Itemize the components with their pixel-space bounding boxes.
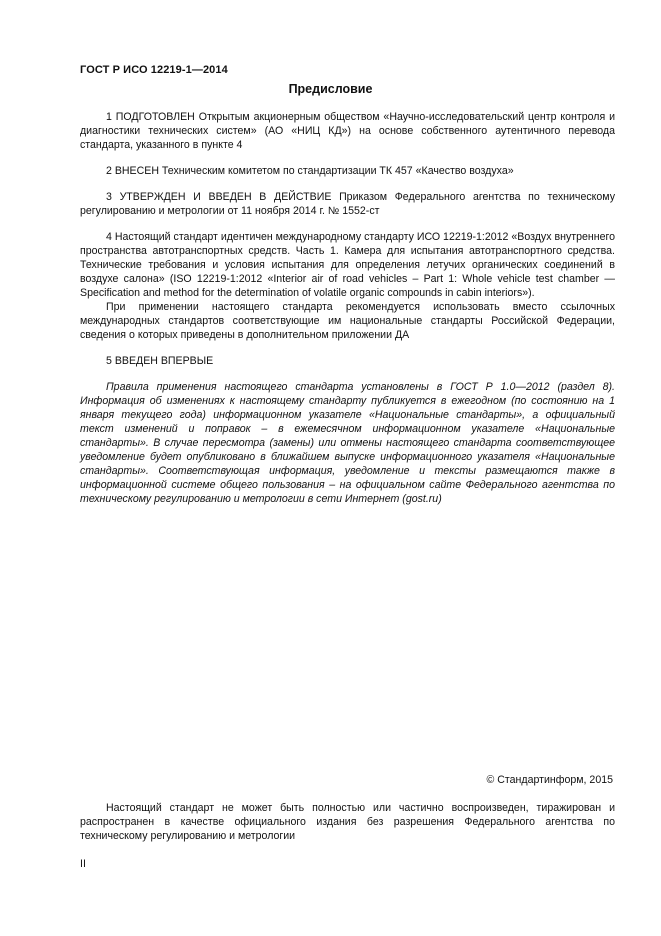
paragraph-identical-standard: 4 Настоящий стандарт идентичен международному стандарту ИСО 12219-1:2012 «Воздух внутреннего пространства автотранспортных средств. Часть 1. Камера для испытания автотранспортного средства. Технические требования и условия испытания для определения летучих органических соединений в воздухе салона» (ISO 12219-1:2012 «Interior air of road vehicles – Part 1: Whole vehicle test chamber — Specification and method for the determination of volatile organic compounds in cabin interiors»).: [80, 231, 615, 299]
document-code-header: ГОСТ Р ИСО 12219-1—2014: [80, 64, 228, 76]
paragraph-approved: 3 УТВЕРЖДЕН И ВВЕДЕН В ДЕЙСТВИЕ Приказом Федерального агентства по техническому регулированию и метрологии от 11 ноября 2014 г. № 1552-ст: [80, 191, 615, 217]
copyright-line: © Стандартинформ, 2015: [486, 774, 613, 786]
paragraph-introduced: 2 ВНЕСЕН Техническим комитетом по стандартизации ТК 457 «Качество воздуха»: [106, 165, 514, 177]
notice-text: Настоящий стандарт не может быть полностью или частично воспроизведен, тиражирован и распространен в качестве официального издания без разрешения Федерального агентства по техническому регулированию и метрологии: [80, 802, 615, 842]
paragraph-application-rules: Правила применения настоящего стандарта установлены в ГОСТ Р 1.0—2012 (раздел 8). Информация об изменениях к настоящему стандарту публикуется в ежегодном (по состоянию на 1 января текущего года) информационном указателе «Национальные стандарты», а официальный текст изменений и поправок – в ежемесячном информационном указателе «Национальные стандарты». В случае пересмотра (замены) или отмены настоящего стандарта соответствующее уведомление будет опубликовано в ближайшем выпуске информационного указателя «Национальные стандарты». Соответствующая информация, уведомление и тексты размещаются также в информационной системе общего пользования – на официальном сайте Федерального агентства по техническому регулированию и метрологии в сети Интернет (gost.ru): [80, 381, 615, 505]
paragraph-first-introduced: 5 ВВЕДЕН ВПЕРВЫЕ: [106, 355, 214, 367]
section-title: Предисловие: [288, 82, 373, 96]
foreword-body: [80, 110, 615, 506]
paragraph-references: При применении настоящего стандарта рекомендуется использовать вместо ссылочных международных стандартов соответствующие им национальные стандарты Российской Федерации, сведения о которых приведены в дополнительном приложении ДА: [80, 301, 615, 341]
page-number: II: [80, 858, 86, 870]
reproduction-notice: [80, 801, 615, 843]
paragraph-prepared: 1 ПОДГОТОВЛЕН Открытым акционерным обществом «Научно-исследовательский центр контроля и диагностики технических систем» (АО «НИЦ КД») на основе собственного аутентичного перевода стандарта, указанного в пункте 4: [80, 111, 615, 151]
